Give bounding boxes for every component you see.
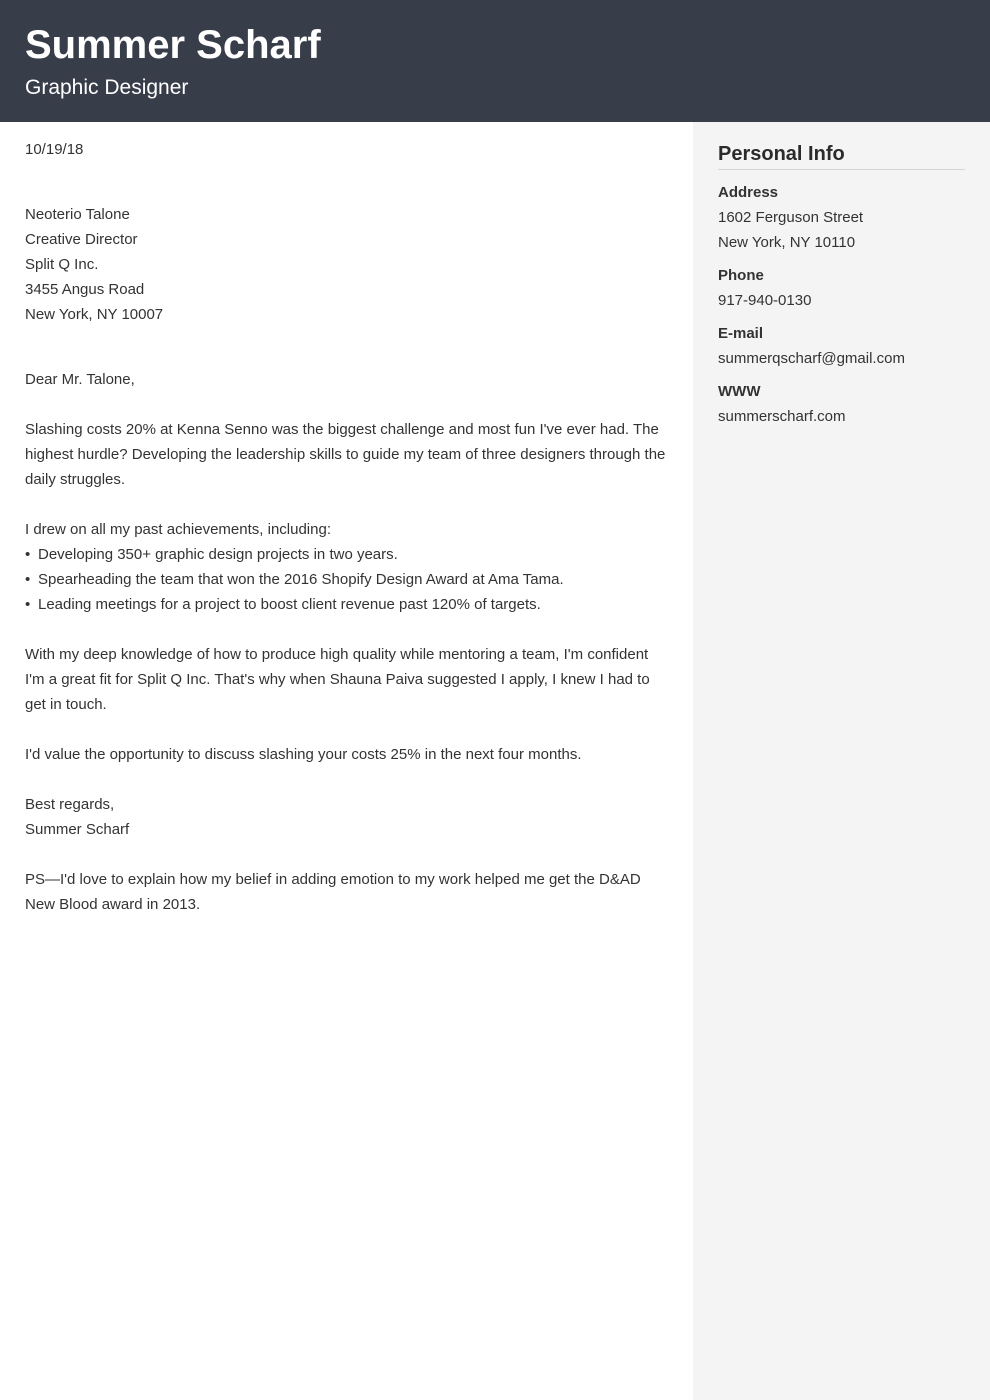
phone-block xyxy=(718,263,965,313)
paragraph-opening: Slashing costs 20% at Kenna Senno was the biggest challenge and most fun I've ever had. The highest hurdle? Developing the leadership skills to guide my team of three designers through the daily struggles. xyxy=(25,421,666,488)
address-line-1: 1602 Ferguson Street xyxy=(718,209,864,226)
spacer xyxy=(25,492,670,517)
letter-date: 10/19/18 xyxy=(25,141,84,158)
letter-header xyxy=(0,0,990,122)
address-block xyxy=(718,180,965,255)
bullet-icon: • xyxy=(25,596,31,613)
phone-label: Phone xyxy=(718,267,764,284)
bullet-icon: • xyxy=(25,571,31,588)
www-block xyxy=(718,379,965,429)
spacer xyxy=(25,767,670,792)
spacer xyxy=(25,617,670,642)
recipient-title: Creative Director xyxy=(25,231,138,248)
www-value: summerscharf.com xyxy=(718,408,846,425)
spacer xyxy=(25,162,670,202)
address-line-2: New York, NY 10110 xyxy=(718,234,856,251)
signature: Summer Scharf xyxy=(25,821,130,838)
spacer xyxy=(25,392,670,417)
phone-value: 917-940-0130 xyxy=(718,292,812,309)
paragraph-call-to-action: I'd value the opportunity to discuss slashing your costs 25% in the next four months. xyxy=(25,746,582,763)
letter-body xyxy=(25,137,670,917)
paragraph-fit: With my deep knowledge of how to produce high quality while mentoring a team, I'm confident I'm a great fit for Split Q Inc. That's why when Shauna Paiva suggested I apply, I knew I had to get in touch. xyxy=(25,646,650,713)
email-block xyxy=(718,321,965,371)
www-label: WWW xyxy=(718,383,761,400)
achievement-item: • Developing 350+ graphic design projects in two years. xyxy=(25,542,670,567)
recipient-block xyxy=(25,202,670,327)
email-label: E-mail xyxy=(718,325,764,342)
achievement-item: • Spearheading the team that won the 2016 Shopify Design Award at Ama Tama. xyxy=(25,567,670,592)
achievements-list xyxy=(25,542,670,617)
spacer xyxy=(25,717,670,742)
spacer xyxy=(25,842,670,867)
email-value: summerqscharf@gmail.com xyxy=(718,350,905,367)
achievements-intro: I drew on all my past achievements, including: xyxy=(25,521,331,538)
salutation: Dear Mr. Talone, xyxy=(25,371,135,388)
applicant-name: Summer Scharf xyxy=(25,23,321,67)
personal-info-sidebar xyxy=(693,122,990,1400)
postscript: PS—I'd love to explain how my belief in adding emotion to my work helped me get the D&AD New Blood award in 2013. xyxy=(25,871,641,913)
recipient-company: Split Q Inc. xyxy=(25,256,99,273)
bullet-icon: • xyxy=(25,546,31,563)
recipient-name: Neoterio Talone xyxy=(25,206,130,223)
address-label: Address xyxy=(718,184,779,201)
closing: Best regards, xyxy=(25,796,115,813)
recipient-street: 3455 Angus Road xyxy=(25,281,145,298)
achievement-item: • Leading meetings for a project to boost client revenue past 120% of targets. xyxy=(25,592,670,617)
spacer xyxy=(25,327,670,367)
personal-info-heading: Personal Info xyxy=(718,142,965,170)
applicant-job-title: Graphic Designer xyxy=(25,76,189,99)
recipient-city: New York, NY 10007 xyxy=(25,306,164,323)
